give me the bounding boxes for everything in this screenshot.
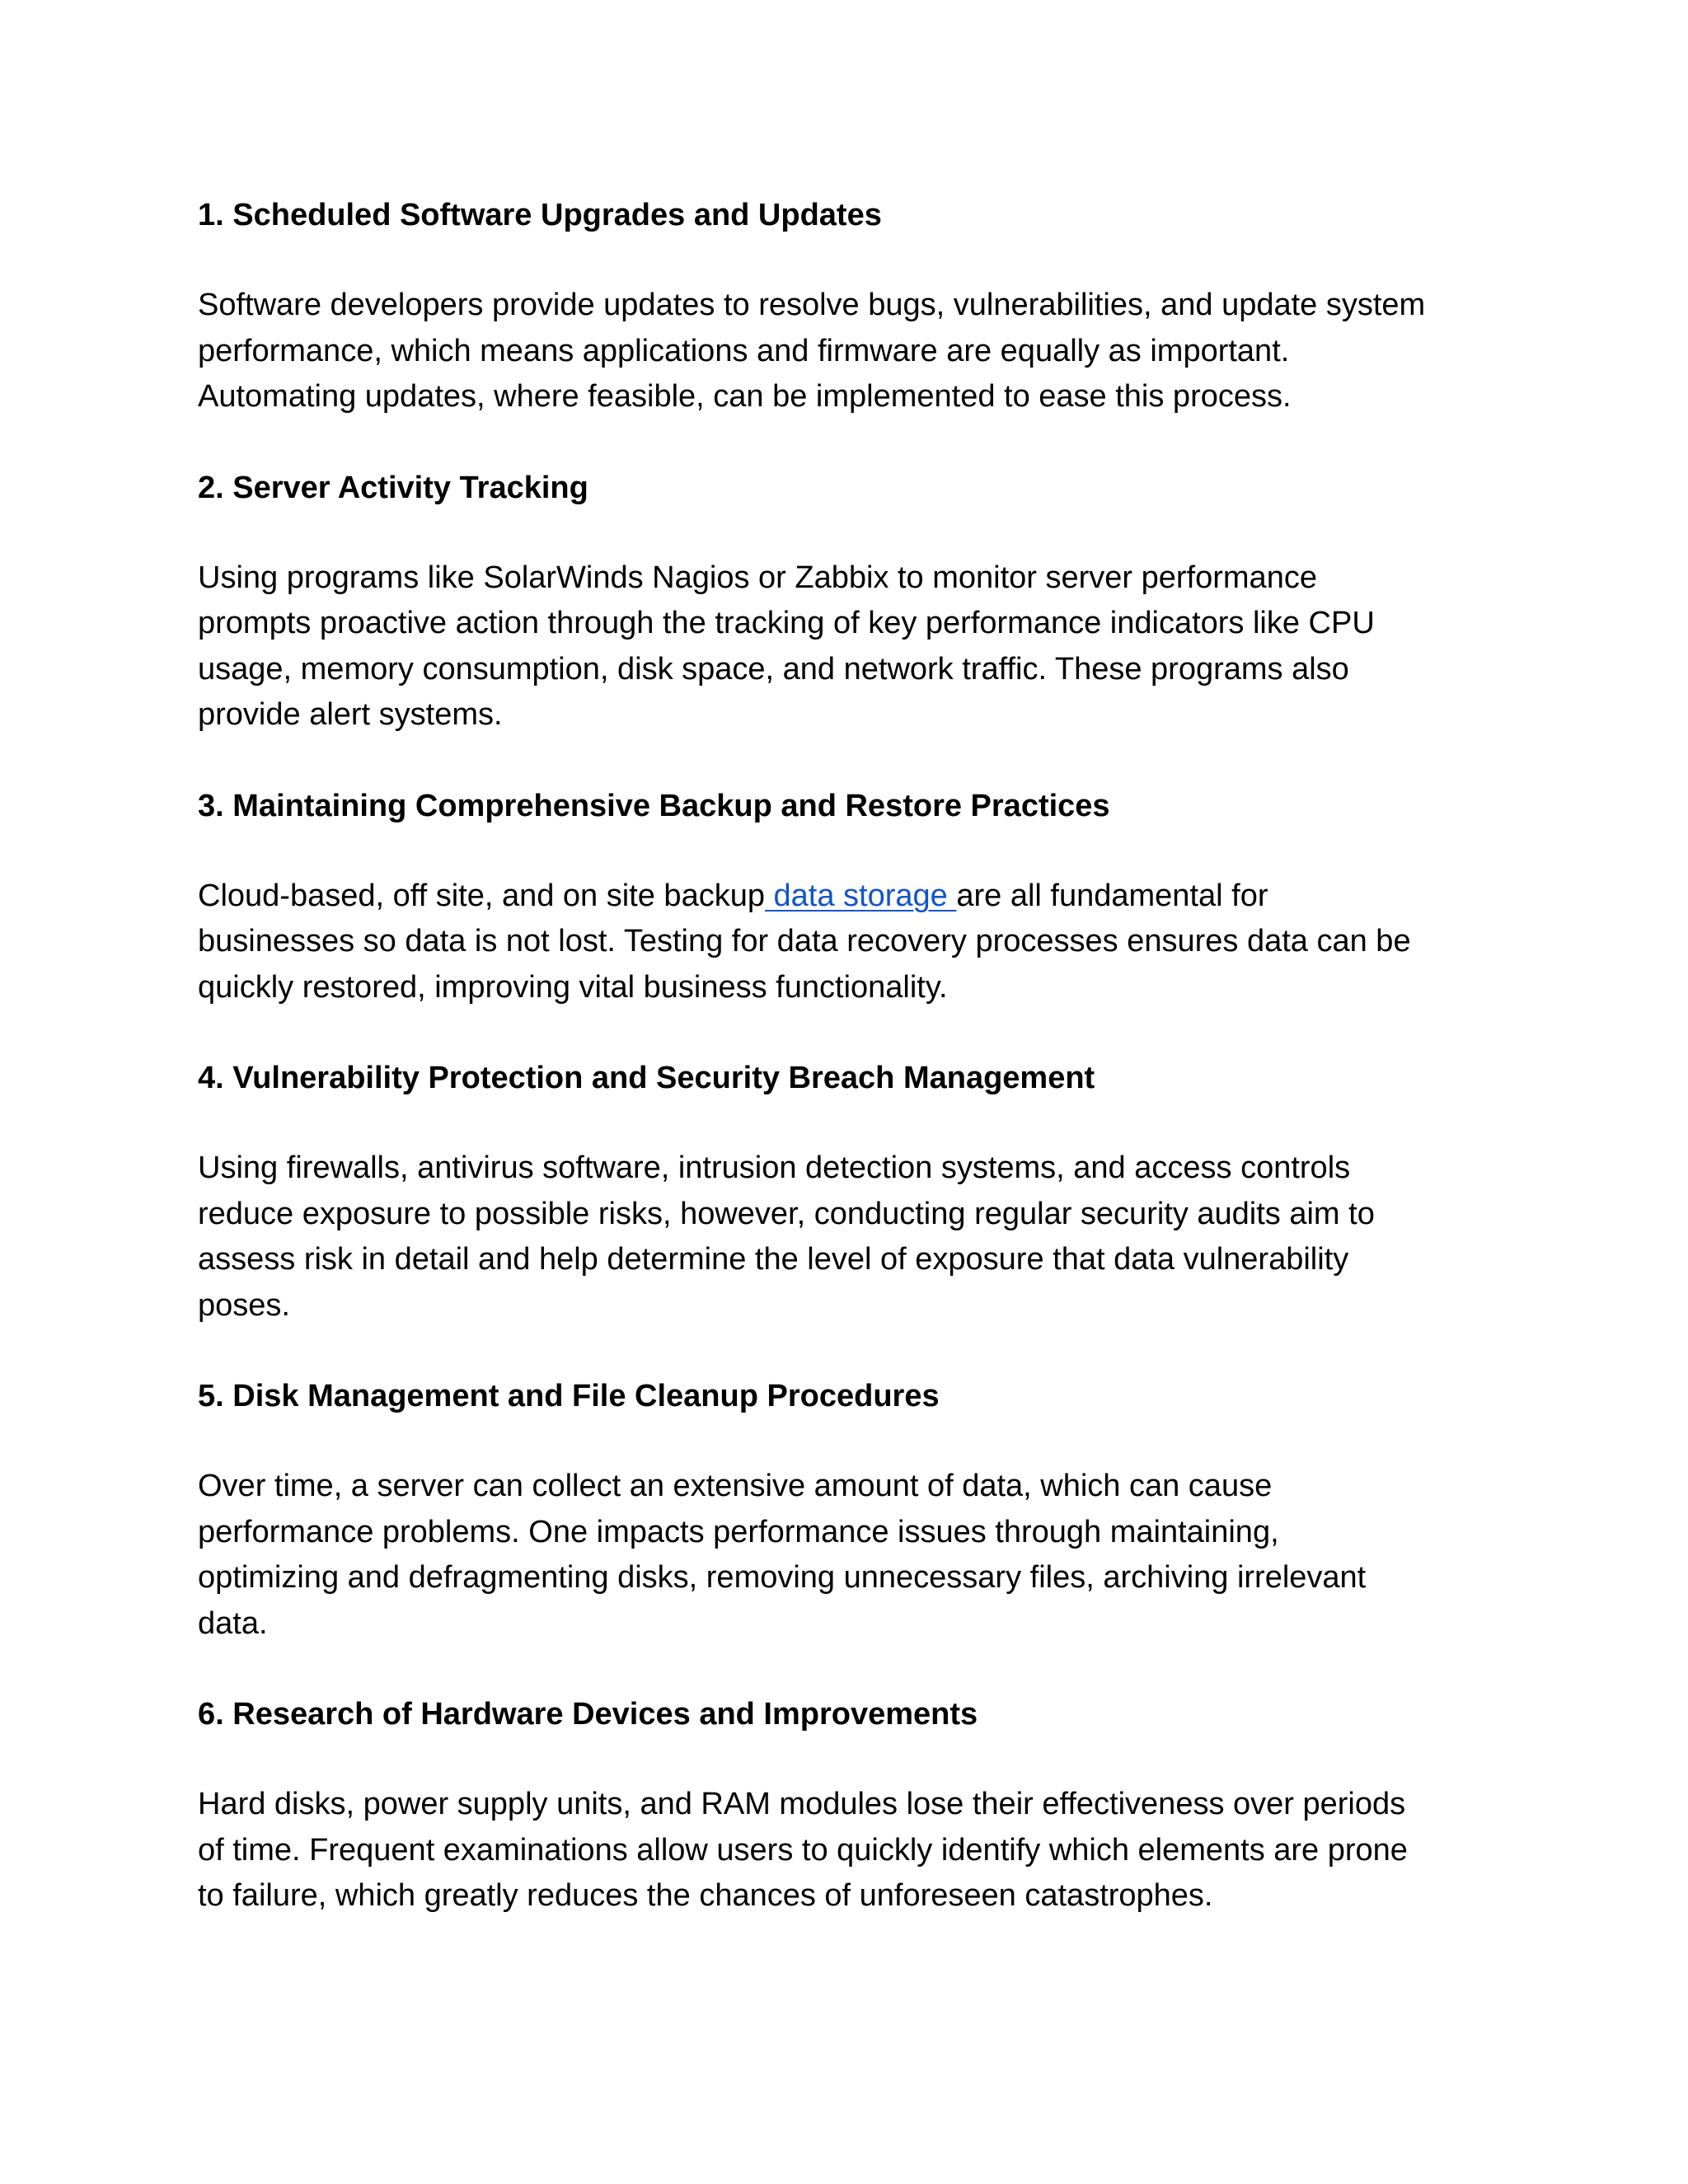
document-page: [198, 192, 1500, 1964]
section-heading-4: 4. Vulnerability Protection and Security Breach Management: [198, 1061, 1095, 1095]
paragraph-line-with-link: [198, 874, 1500, 920]
section-heading-6: 6. Research of Hardware Devices and Improvements: [198, 1697, 978, 1732]
paragraph-line: assess risk in detail and help determine the level of exposure that data vulnerability: [198, 1242, 1349, 1277]
paragraph-line: provide alert systems.: [198, 697, 503, 732]
paragraph-line: Automating updates, where feasible, can be implemented to ease this process.: [198, 379, 1292, 414]
section-paragraph-4: [198, 1146, 1500, 1329]
section-paragraph-6: [198, 1782, 1500, 1919]
paragraph-line: Using programs like SolarWinds Nagios or Zabbix to monitor server performance: [198, 560, 1317, 595]
section-heading-5: 5. Disk Management and File Cleanup Procedures: [198, 1379, 940, 1413]
section-paragraph-3: [198, 874, 1500, 1011]
paragraph-line: prompts proactive action through the tracking of key performance indicators like CPU: [198, 606, 1375, 640]
section-heading-2: 2. Server Activity Tracking: [198, 470, 588, 505]
paragraph-line: Software developers provide updates to resolve bugs, vulnerabilities, and update system: [198, 288, 1426, 322]
paragraph-line: optimizing and defragmenting disks, removing unnecessary files, archiving irrelevant: [198, 1560, 1367, 1595]
section-paragraph-2: [198, 555, 1500, 738]
section-heading-1: 1. Scheduled Software Upgrades and Updates: [198, 198, 882, 232]
paragraph-line: reduce exposure to possible risks, however, conducting regular security audits aim to: [198, 1196, 1375, 1231]
paragraph-text: are all fundamental for: [956, 878, 1268, 913]
data-storage-link[interactable]: data storage: [764, 878, 957, 913]
paragraph-line: Using firewalls, antivirus software, intrusion detection systems, and access controls: [198, 1151, 1351, 1185]
paragraph-line: Hard disks, power supply units, and RAM modules lose their effectiveness over periods: [198, 1787, 1406, 1821]
paragraph-line: businesses so data is not lost. Testing for data recovery processes ensures data can be: [198, 924, 1411, 958]
paragraph-text: Cloud-based, off site, and on site backup: [198, 878, 765, 913]
paragraph-line: performance, which means applications and firmware are equally as important.: [198, 333, 1290, 368]
paragraph-line: poses.: [198, 1287, 290, 1323]
paragraph-line: data.: [198, 1605, 268, 1641]
paragraph-line: usage, memory consumption, disk space, and network traffic. These programs also: [198, 651, 1349, 687]
paragraph-line: Over time, a server can collect an extensive amount of data, which can cause: [198, 1469, 1273, 1503]
paragraph-line: to failure, which greatly reduces the chances of unforeseen catastrophes.: [198, 1878, 1213, 1913]
paragraph-line: performance problems. One impacts performance issues through maintaining,: [198, 1514, 1279, 1549]
paragraph-line: of time. Frequent examinations allow users to quickly identify which elements are prone: [198, 1832, 1408, 1868]
section-paragraph-1: [198, 283, 1500, 420]
section-heading-3: 3. Maintaining Comprehensive Backup and Restore Practices: [198, 788, 1110, 823]
section-paragraph-5: [198, 1464, 1500, 1647]
paragraph-line: quickly restored, improving vital business functionality.: [198, 969, 948, 1005]
